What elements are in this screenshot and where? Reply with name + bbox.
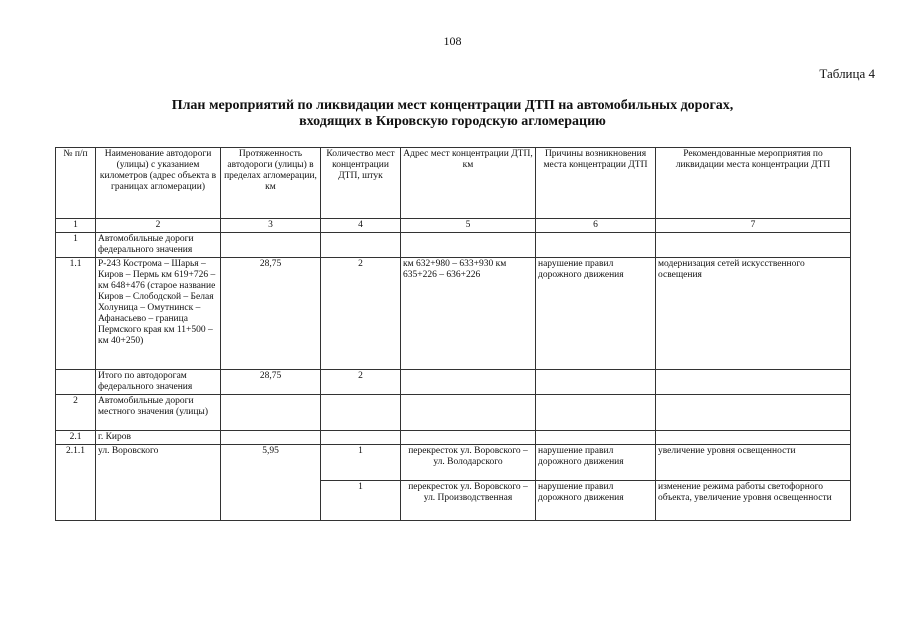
measure [656,395,851,431]
header-cell: Причины возникновения места концентрации ДТП [536,148,656,219]
road-length [221,431,321,445]
concentration-count [321,431,401,445]
table-label: Таблица 4 [819,66,875,81]
table-row [56,258,851,370]
cause: нарушение правил дорожного движения [536,481,656,521]
road-length: 28,75 [221,370,321,395]
header-cell: Протяженность автодороги (улицы) в пределах агломерации, км [221,148,321,219]
measure [656,370,851,395]
address: км 632+980 – 633+930 км 635+226 – 636+226 [401,258,536,370]
row-number [56,370,96,395]
table-row [56,233,851,258]
address [401,370,536,395]
column-number: 1 [56,219,96,233]
road-name: Автомобильные дороги федерального значения [96,233,221,258]
column-number: 6 [536,219,656,233]
road-name: Автомобильные дороги местного значения (улицы) [96,395,221,431]
road-length [221,233,321,258]
measures-table [55,147,851,521]
concentration-count: 2 [321,258,401,370]
concentration-count: 2 [321,370,401,395]
road-name: ул. Воровского [96,445,221,521]
concentration-count: 1 [321,445,401,481]
row-number: 1 [56,233,96,258]
header-cell: Количество мест концентрации ДТП, штук [321,148,401,219]
road-name: Итого по автодорогам федерального значения [96,370,221,395]
address [401,431,536,445]
row-number: 2 [56,395,96,431]
row-number: 2.1.1 [56,445,96,521]
column-number: 7 [656,219,851,233]
address: перекресток ул. Воровского – ул. Производственная [401,481,536,521]
measure: изменение режима работы светофорного объекта, увеличение уровня освещенности [656,481,851,521]
header-cell: Адрес мест концентрации ДТП, км [401,148,536,219]
column-number: 4 [321,219,401,233]
concentration-count: 1 [321,481,401,521]
page-number: 108 [443,34,462,48]
address [401,395,536,431]
road-length: 28,75 [221,258,321,370]
title-line-2: входящих в Кировскую городскую агломерацию [299,114,606,129]
cause [536,370,656,395]
column-number: 3 [221,219,321,233]
table-row [56,370,851,395]
measure: увеличение уровня освещенности [656,445,851,481]
cause [536,233,656,258]
row-number: 1.1 [56,258,96,370]
concentration-count [321,233,401,258]
header-cell: № п/п [56,148,96,219]
road-length [221,395,321,431]
concentration-count [321,395,401,431]
address [401,233,536,258]
table-row [56,431,851,445]
title-line-1: План мероприятий по ликвидации мест концентрации ДТП на автомобильных дорогах, [171,98,734,113]
column-number: 2 [96,219,221,233]
cause: нарушение правил дорожного движения [536,258,656,370]
cause [536,431,656,445]
address: перекресток ул. Воровского – ул. Володарского [401,445,536,481]
table-row [56,445,851,481]
header-row [56,148,851,219]
road-name: г. Киров [96,431,221,445]
cause: нарушение правил дорожного движения [536,445,656,481]
header-cell: Рекомендованные мероприятия по ликвидации места концентрации ДТП [656,148,851,219]
row-number: 2.1 [56,431,96,445]
cause [536,395,656,431]
table-row [56,395,851,431]
measure: модернизация сетей искусственного освещения [656,258,851,370]
measure [656,233,851,258]
measure [656,431,851,445]
column-number: 5 [401,219,536,233]
header-cell: Наименование автодороги (улицы) с указанием километров (адрес объекта в границах агломерации) [96,148,221,219]
page-title [0,98,905,130]
road-name: Р-243 Кострома – Шарья – Киров – Пермь км 619+726 – км 648+476 (старое название Киров – Слободской – Белая Холуница – Омутнинск – Афанасьево – граница Пермского края км 11+500 – км 40+250) [96,258,221,370]
road-length: 5,95 [221,445,321,521]
column-number-row [56,219,851,233]
